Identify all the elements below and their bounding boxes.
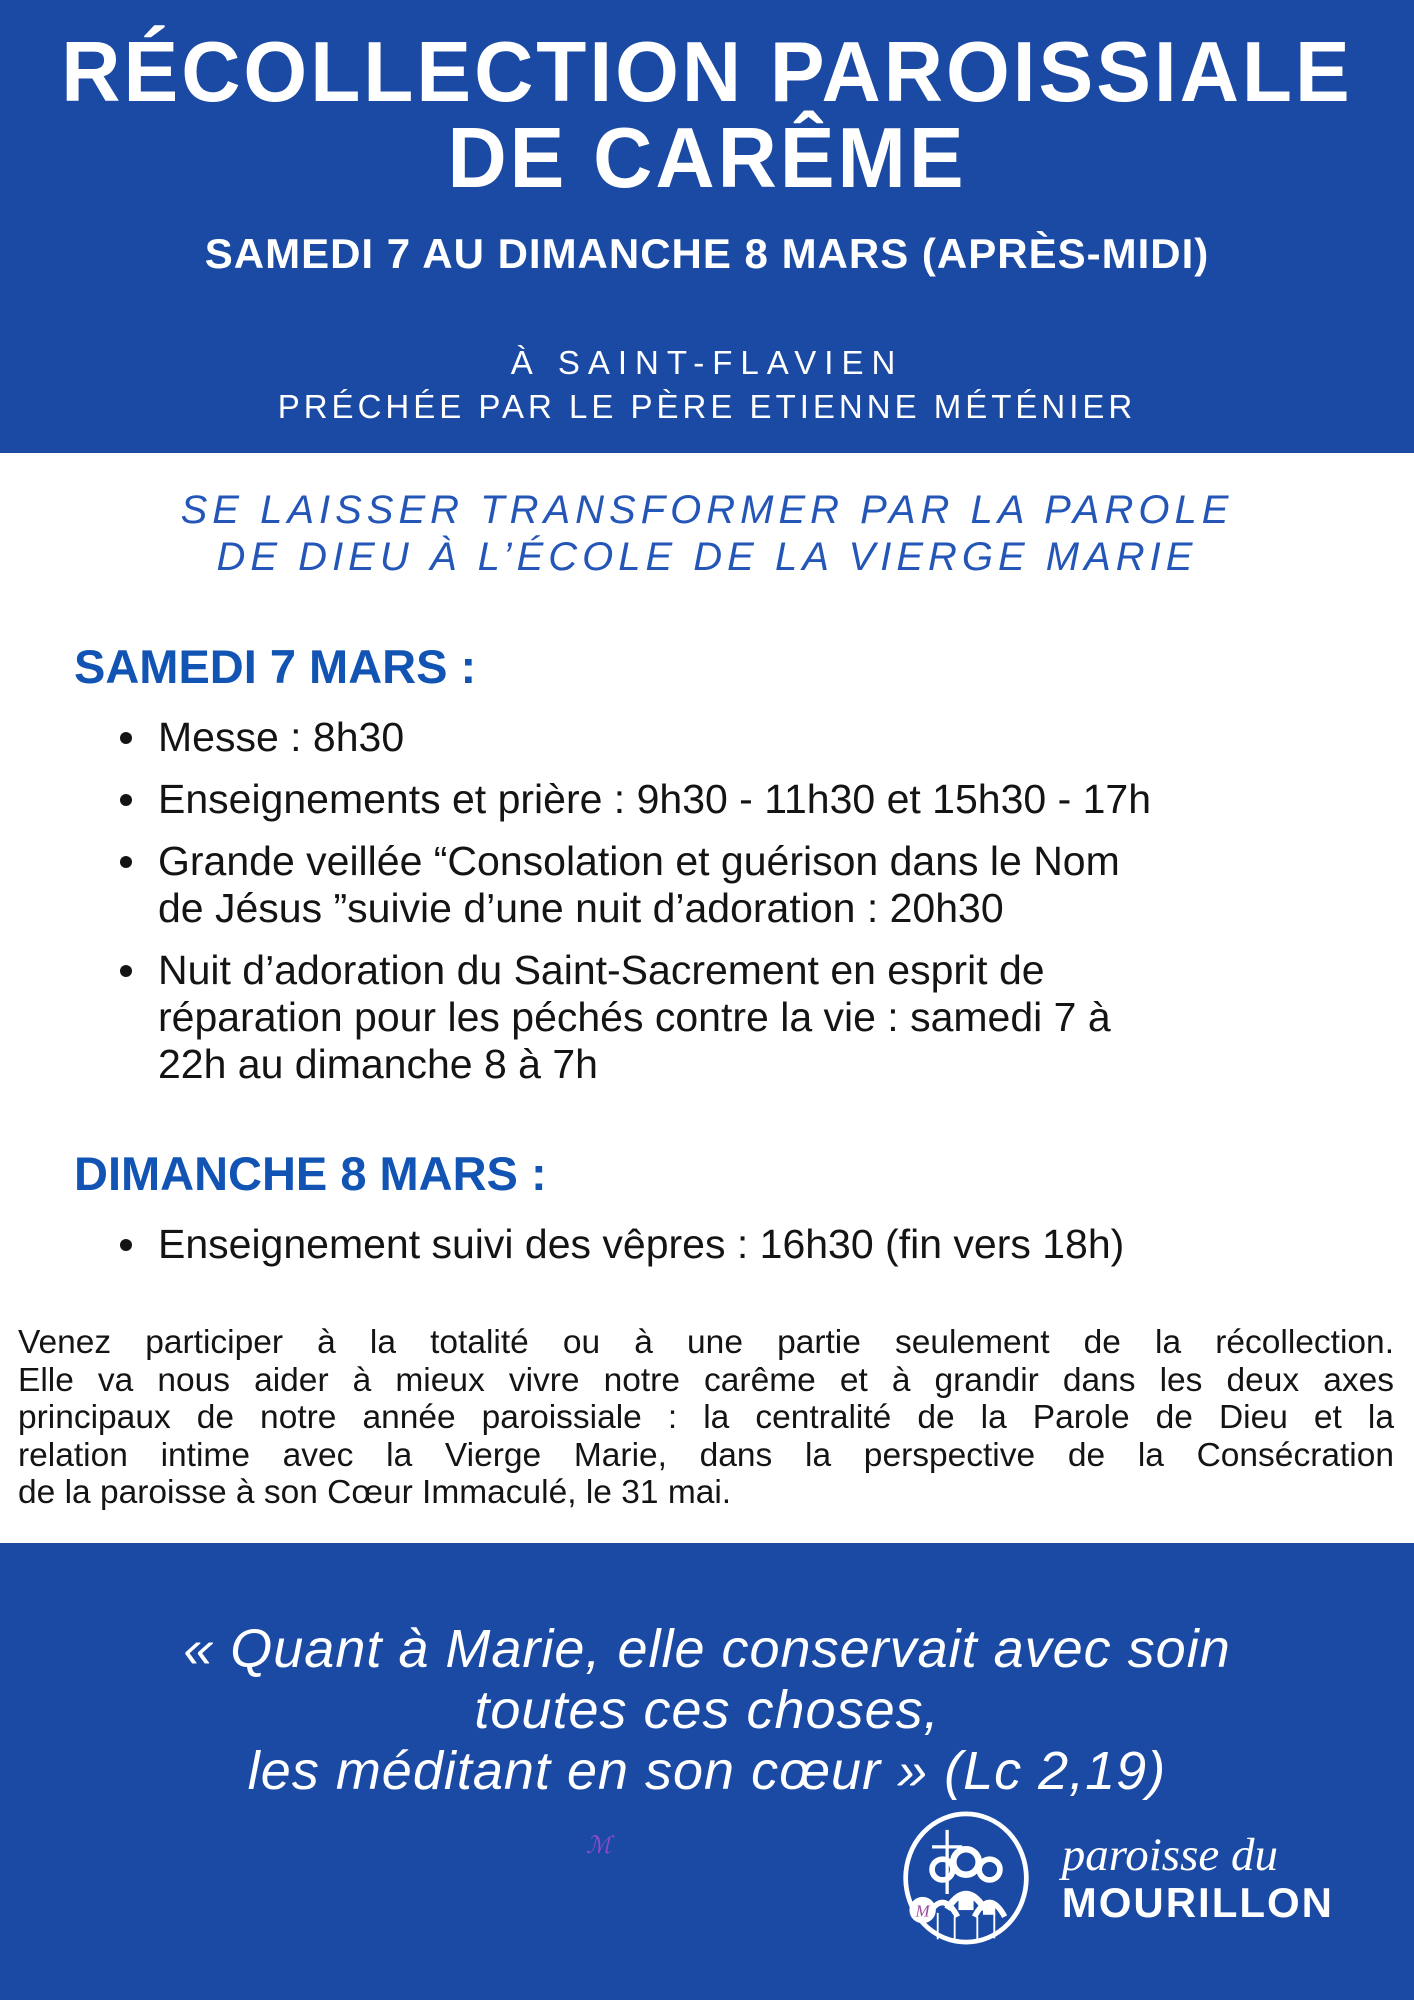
sunday-heading: DIMANCHE 8 MARS : [74,1147,547,1200]
list-item-line: Enseignements et prière : 9h30 - 11h30 et 15h30 - 17h [158,776,1152,822]
header-banner [0,0,1414,453]
parish-logo [900,1809,1334,1947]
theme-line1: SE LAISSER TRANSFORMER PAR LA PAROLE [180,488,1234,532]
paragraph-line: Venez participer à la totalité ou à une partie seulement de la récollection. [18,1324,1394,1361]
theme-heading [0,487,1414,581]
list-item [0,776,1414,823]
event-location: À SAINT-FLAVIEN [510,344,904,381]
logo-wordmark [1062,1830,1334,1926]
event-preacher: PRÉCHÉE PAR LE PÈRE ETIENNE MÉTÉNIER [277,388,1137,425]
theme-line2: DE DIEU À L’ÉCOLE DE LA VIERGE MARIE [216,535,1198,579]
list-item-line: réparation pour les péchés contre la vie : samedi 7 à [158,994,1111,1040]
quote-line: les méditant en son cœur » (Lc 2,19) [247,1741,1167,1801]
sunday-list [0,1221,1414,1268]
saturday-list [0,714,1414,1088]
list-item-line: Enseignement suivi des vêpres : 16h30 (fin vers 18h) [158,1221,1125,1267]
event-dates: SAMEDI 7 AU DIMANCHE 8 MARS (APRÈS-MIDI) [204,230,1210,277]
saturday-heading: SAMEDI 7 MARS : [74,640,477,693]
list-item-line: 22h au dimanche 8 à 7h [158,1041,598,1087]
paragraph-line: Elle va nous aider à mieux vivre notre carême et à grandir dans les deux axes [18,1361,1394,1399]
logo-m-monogram: M [915,1901,930,1921]
info-paragraph [18,1324,1394,1512]
list-item-line: Nuit d’adoration du Saint-Sacrement en esprit de [158,947,1045,993]
logo-name-bottom: MOURILLON [1061,1879,1334,1926]
list-item-line: Grande veillée “Consolation et guérison dans le Nom [158,838,1120,884]
poster-title [0,25,1414,206]
parish-logo-icon [900,1809,1032,1947]
list-item [0,714,1414,761]
quote-line: « Quant à Marie, elle conservait avec soin [183,1619,1231,1679]
paragraph-line: de la paroisse à son Cœur Immaculé, le 31 mai. [18,1474,732,1511]
poster-title-line2: DE CARÊME [447,111,967,206]
quote [0,1619,1414,1802]
paragraph-line: relation intime avec la Vierge Marie, dans la perspective de la Consécration [18,1436,1394,1474]
quote-line: toutes ces choses, [474,1680,940,1740]
list-item [0,838,1414,932]
paragraph-line: principaux de notre année paroissiale : la centralité de la Parole de Dieu et la [18,1399,1394,1436]
list-item-line: Messe : 8h30 [158,714,405,760]
schedule-section [0,639,1414,1512]
list-item-line: de Jésus ”suivie d’une nuit d’adoration : 20h30 [158,885,1004,931]
poster-title-line1: RÉCOLLECTION PAROISSIALE [61,25,1353,120]
tiny-monogram-mark: ℳ [586,1833,612,1859]
logo-name-top: paroisse du [1061,1829,1278,1881]
list-item [0,1221,1414,1268]
footer-banner [0,1543,1414,2000]
list-item [0,947,1414,1088]
